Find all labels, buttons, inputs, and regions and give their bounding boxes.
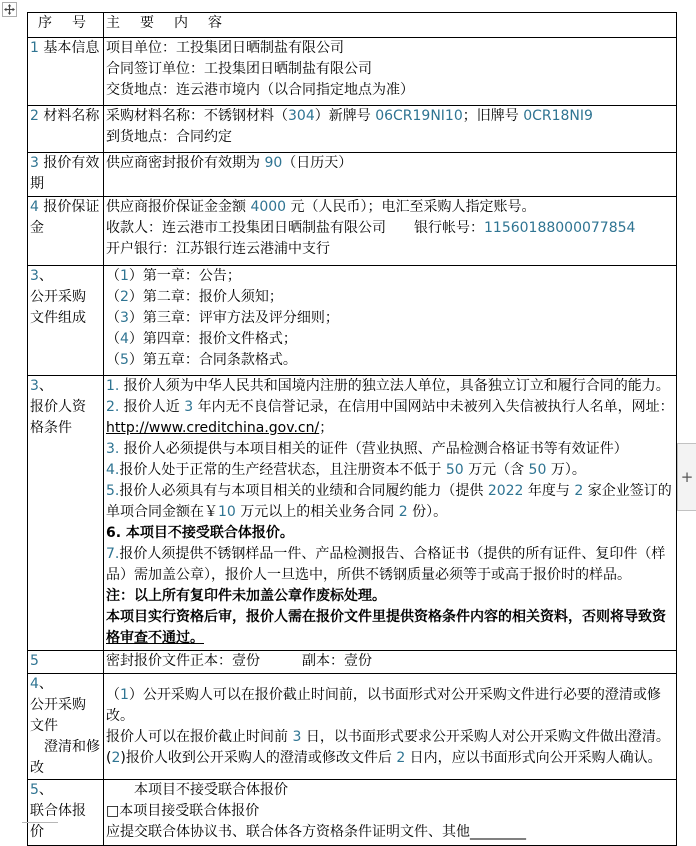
- row-label-cell[interactable]: 4、公开采购 文件 澄清和修 改: [28, 674, 104, 780]
- table-header-row: [28, 13, 677, 38]
- row-content-cell[interactable]: [104, 780, 677, 846]
- content-line: 项目单位：工投集团日晒制盐有限公司: [106, 40, 344, 56]
- row-content-cell[interactable]: [104, 674, 677, 780]
- row-label-cell[interactable]: 3、公开采购 文件组成: [28, 266, 104, 376]
- content-line: 3. 报价人必须提供与本项目相关的证件（营业执照、产品检测合格证书等有效证件）: [106, 441, 628, 457]
- row-content-cell[interactable]: [104, 376, 677, 651]
- content-line: 5.报价人必须具有与本项目相关的业绩和合同履约能力（提供 2022 年度与 2 家企业签订的单项合同金额在￥10 万元以上的相关业务合同 2 份）。: [106, 483, 672, 520]
- row-label-cell[interactable]: 4 报价保证 金: [28, 197, 104, 266]
- content-line: 6. 本项目不接受联合体报价。: [106, 525, 294, 541]
- content-line: 4.报价人处于正常的生产经营状态，且注册资本不低于 50 万元（含 50 万）。: [106, 462, 586, 478]
- content-line: 应提交联合体协议书、联合体各方资格条件证明文件、其他________: [106, 824, 526, 840]
- table-row: [28, 38, 677, 106]
- row-label-cell[interactable]: 3 报价有效 期: [28, 153, 104, 197]
- header-col-content: 主 要 内 容: [104, 13, 677, 38]
- content-line: □本项目接受联合体报价: [106, 803, 260, 819]
- row-content-cell[interactable]: [104, 106, 677, 153]
- header-col-serial: 序 号: [28, 13, 104, 38]
- content-line: 本项目不接受联合体报价: [106, 782, 288, 798]
- row-content-cell[interactable]: [104, 153, 677, 197]
- content-line: 本项目实行资格后审，报价人需在报价文件里提供资格条件内容的相关资料，否则将导致资格审查不通过。: [106, 609, 666, 646]
- row-content-cell[interactable]: [104, 38, 677, 106]
- table-row: [28, 197, 677, 266]
- procurement-info-table: [27, 12, 677, 846]
- content-line: 到货地点：合同约定: [106, 129, 232, 145]
- table-row: [28, 266, 677, 376]
- table-row: [28, 153, 677, 197]
- row-label-cell[interactable]: 5、联合体报 价: [28, 780, 104, 846]
- content-line: 1. 报价人须为中华人民共和国境内注册的独立法人单位，具备独立订立和履行合同的能力。: [106, 378, 670, 394]
- content-line: 开户银行：江苏银行连云港浦中支行: [106, 241, 330, 257]
- content-line: （2）第二章：报价人须知；: [106, 289, 283, 305]
- four-way-arrow-icon: [4, 4, 15, 15]
- row-content-cell[interactable]: [104, 651, 677, 674]
- content-line: (2)报价人收到公开采购人的澄清或修改文件后 2 日内，应以书面形式向公开采购人确认。: [106, 749, 662, 766]
- row-label-cell[interactable]: 1 基本信息: [28, 38, 104, 106]
- content-line: （1）第一章：公告；: [106, 268, 241, 284]
- row-content-cell[interactable]: [104, 197, 677, 266]
- table-row: [28, 651, 677, 674]
- table-move-handle-icon[interactable]: [2, 2, 17, 17]
- content-line: （3）第三章：评审方法及评分细则；: [106, 310, 339, 326]
- content-line: 供应商密封报价有效期为 90（日历天）: [106, 155, 353, 171]
- plus-icon: +: [680, 467, 694, 486]
- content-line: 2. 报价人近 3 年内无不良信誉记录，在信用中国网站中未被列入失信被执行人名单，网址：: [106, 399, 674, 415]
- row-label-cell[interactable]: 2 材料名称: [28, 106, 104, 153]
- row-label-cell[interactable]: 3、报价人资 格条件: [28, 376, 104, 651]
- content-line: 注：以上所有复印件未加盖公章作废标处理。: [106, 588, 386, 604]
- side-plus-button[interactable]: [677, 443, 696, 511]
- margin-marker: [22, 822, 58, 823]
- content-line: 采购材料名称：不锈钢材料（304）新牌号 06CR19NI10；旧牌号 0CR18NI9: [106, 108, 593, 124]
- content-line: 收款人：连云港市工投集团日晒制盐有限公司 银行帐号：11560188000077854: [106, 220, 636, 236]
- table-row: [28, 674, 677, 780]
- content-line: http://www.creditchina.gov.cn/；: [106, 420, 334, 436]
- content-line: （1）公开采购人可以在报价截止时间前，以书面形式对公开采购文件进行必要的澄清或修改。: [106, 686, 661, 724]
- table-row: [28, 106, 677, 153]
- row-label-cell[interactable]: 5: [28, 651, 104, 674]
- content-line: 报价人可以在报价截止时间前 3 日，以书面形式要求公开采购人对公开采购文件做出澄清。: [106, 728, 670, 745]
- content-line: 交货地点：连云港市境内（以合同指定地点为准）: [106, 82, 414, 98]
- row-content-cell[interactable]: [104, 266, 677, 376]
- content-line: 供应商报价保证金金额 4000 元（人民币）；电汇至采购人指定账号。: [106, 199, 536, 215]
- content-line: 合同签订单位：工投集团日晒制盐有限公司: [106, 61, 372, 77]
- table-row: [28, 780, 677, 846]
- table-row: [28, 376, 677, 651]
- content-line: 7.报价人须提供不锈钢样品一件、产品检测报告、合格证书（提供的所有证件、复印件（样品）需加盖公章），报价人一旦选中，所供不锈钢质量必须等于或高于报价时的样品。: [106, 546, 666, 583]
- content-line: （5）第五章：合同条款格式。: [106, 352, 297, 368]
- content-line: 密封报价文件正本：壹份 副本：壹份: [106, 653, 372, 669]
- content-line: （4）第四章：报价文件格式；: [106, 331, 297, 347]
